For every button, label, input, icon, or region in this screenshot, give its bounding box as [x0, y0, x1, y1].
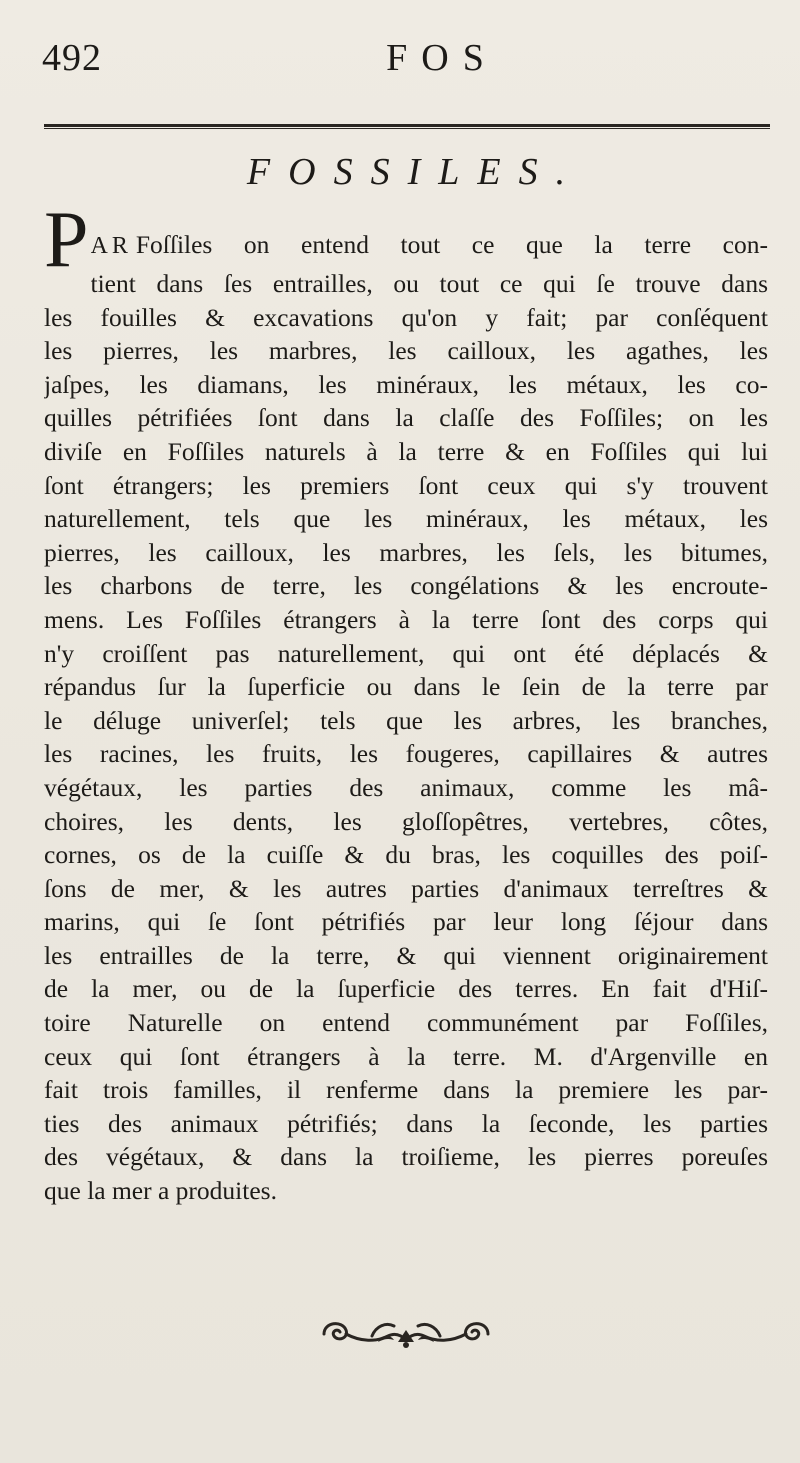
running-head [42, 28, 772, 88]
first-word-smallcaps: AR [90, 233, 132, 259]
text-line: cornes, os de la cuiſſe & du bras, les coquilles des poiſ- [44, 840, 768, 870]
text-line: toire Naturelle on entend communément par Foſſiles, [44, 1008, 768, 1038]
text-line: ties des animaux pétrifiés; dans la ſeconde, les parties [44, 1108, 768, 1138]
text-line: les entrailles de la terre, & qui viennent originairement [44, 940, 768, 970]
text-line: répandus ſur la ſuperficie ou dans le ſein de la terre par [44, 672, 768, 702]
text-line: le déluge univerſel; tels que les arbres, les branches, [44, 705, 768, 735]
article-body [44, 196, 768, 1208]
text-line: ceux qui ſont étrangers à la terre. M. d'Argenville en [44, 1041, 768, 1071]
running-head-word: FOS [386, 37, 498, 79]
text-line: quilles pétrifiées ſont dans la claſſe des Foſſiles; on les [44, 403, 768, 433]
text-line: que la mer a produites. [44, 1176, 277, 1206]
text-line: ſons de mer, & les autres parties d'animaux terreſtres & [44, 873, 768, 903]
text-line: ſont étrangers; les premiers ſont ceux qui s'y trouvent [44, 470, 768, 500]
text-line: les racines, les fruits, les fougeres, capillaires & autres [44, 739, 768, 769]
text-line: mens. Les Foſſiles étrangers à la terre ſont des corps qui [44, 604, 768, 634]
text-line: pierres, les cailloux, les marbres, les ſels, les bitumes, [44, 537, 768, 567]
text-line: des végétaux, & dans la troiſieme, les pierres poreuſes [44, 1142, 768, 1172]
text-line: n'y croiſſent pas naturellement, qui ont été déplacés & [44, 638, 768, 668]
text-line: choires, les dents, les gloſſopêtres, vertebres, côtes, [44, 806, 768, 836]
text-line: les charbons de terre, les congélations & les encroute- [44, 571, 768, 601]
text-line: naturellement, tels que les minéraux, les métaux, les [44, 504, 768, 534]
page-number: 492 [42, 37, 102, 79]
text-line: fait trois familles, il renferme dans la premiere les par- [44, 1075, 768, 1105]
text-line: les fouilles & excavations qu'on y fait; par conſéquent [44, 302, 768, 332]
text-line: diviſe en Foſſiles naturels à la terre & en Foſſiles qui lui [44, 436, 768, 466]
header-rule [44, 124, 770, 129]
text-line-first [91, 200, 769, 267]
text-lines [44, 267, 768, 1208]
text-line: végétaux, les parties des animaux, comme les mâ- [44, 772, 768, 802]
text-line: les pierres, les marbres, les cailloux, les agathes, les [44, 336, 768, 366]
scrollwork-ornament-icon [316, 1312, 496, 1352]
text-line: marins, qui ſe ſont pétrifiés par leur long ſéjour dans [44, 907, 768, 937]
first-line-rest: Foſſiles on entend tout ce que la terre con- [135, 230, 768, 259]
text-line: de la mer, ou de la ſuperficie des terres. En fait d'Hiſ- [44, 974, 768, 1004]
drop-cap: P [44, 196, 89, 284]
article-title: FOSSILES. [246, 151, 584, 193]
text-line: tient dans ſes entrailles, ou tout ce qui ſe trouve dans [90, 269, 768, 298]
text-line: jaſpes, les diamans, les minéraux, les métaux, les co- [44, 369, 768, 399]
